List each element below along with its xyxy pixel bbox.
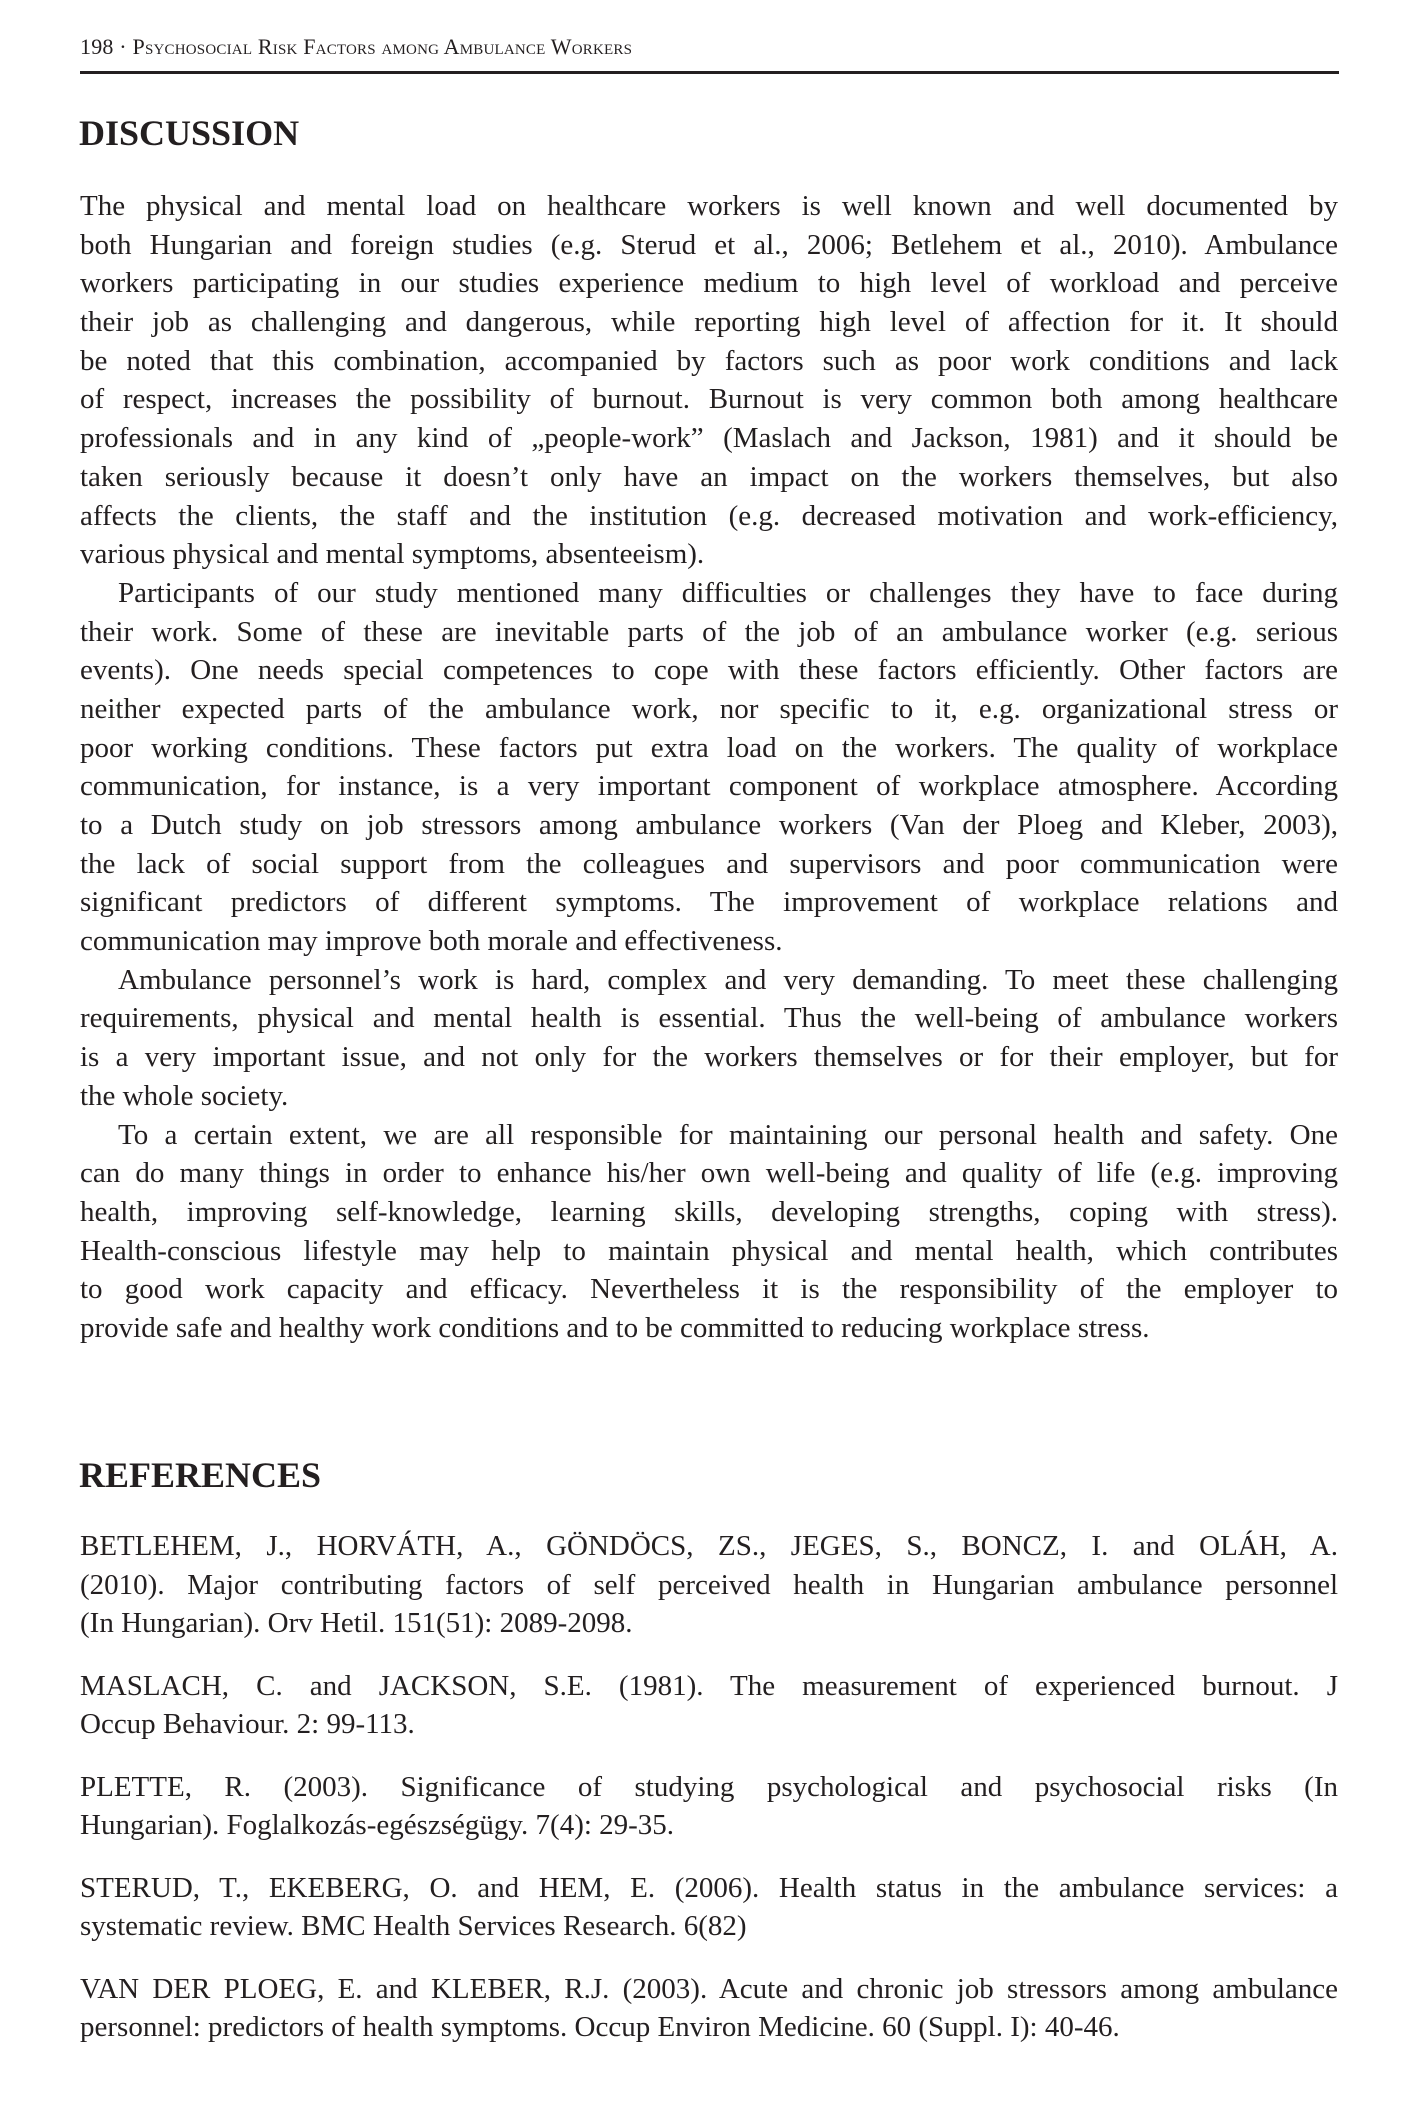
reference-line: personnel: predictors of health symptoms. Occup Environ Medicine. 60 (Suppl. I): 40-46. bbox=[80, 2011, 1120, 2043]
text-line: to a Dutch study on job stressors among ambulance workers (Van der Ploeg and Kleber, 2003), bbox=[80, 809, 1338, 841]
header-rule bbox=[80, 71, 1339, 74]
text-line: the whole society. bbox=[80, 1079, 289, 1112]
text-line: events). One needs special competences to cope with these factors efficiently. Other factors are bbox=[80, 654, 1338, 687]
text-line: their work. Some of these are inevitable parts of the job of an ambulance worker (e.g. serious bbox=[80, 615, 1338, 648]
discussion-heading: DISCUSSION bbox=[79, 113, 300, 153]
text-line: the lack of social support from the colleagues and supervisors and poor communication were bbox=[80, 847, 1338, 880]
text-line: of respect, increases the possibility of burnout. Burnout is very common both among healthcare bbox=[80, 383, 1338, 416]
text-line: requirements, physical and mental health is essential. Thus the well-being of ambulance workers bbox=[80, 1002, 1338, 1035]
reference-line: Occup Behaviour. 2: 99-113. bbox=[80, 1708, 415, 1740]
reference-line: Hungarian). Foglalkozás-egészségügy. 7(4): 29-35. bbox=[80, 1809, 675, 1841]
text-line: is a very important issue, and not only for the workers themselves or for their employer, but for bbox=[80, 1041, 1338, 1074]
discussion-paragraph bbox=[80, 574, 1338, 961]
text-line: poor working conditions. These factors put extra load on the workers. The quality of workplace bbox=[80, 731, 1338, 764]
text-line: provide safe and healthy work conditions and to be committed to reducing workplace stress. bbox=[80, 1311, 1150, 1344]
discussion-paragraph bbox=[80, 187, 1338, 574]
text-line: can do many things in order to enhance his/her own well-being and quality of life (e.g. improving bbox=[80, 1157, 1338, 1190]
text-line: neither expected parts of the ambulance work, nor specific to it, e.g. organizational stress or bbox=[80, 692, 1338, 725]
references-heading: REFERENCES bbox=[79, 1455, 322, 1495]
discussion-paragraph bbox=[80, 961, 1338, 1116]
reference-entry bbox=[80, 1667, 1338, 1744]
reference-line: BETLEHEM, J., HORVÁTH, A., GÖNDÖCS, ZS., JEGES, S., BONCZ, I. and OLÁH, A. bbox=[80, 1530, 1338, 1562]
reference-entry bbox=[80, 1869, 1338, 1946]
text-line: The physical and mental load on healthcare workers is well known and well documented by bbox=[80, 190, 1338, 222]
reference-entry bbox=[80, 1527, 1338, 1643]
reference-line: systematic review. BMC Health Services Research. 6(82) bbox=[80, 1910, 747, 1942]
reference-entry bbox=[80, 1970, 1338, 2047]
text-line: Participants of our study mentioned many difficulties or challenges they have to face during bbox=[118, 576, 1338, 609]
reference-line: (2010). Major contributing factors of self perceived health in Hungarian ambulance personnel bbox=[80, 1568, 1338, 1601]
text-line: taken seriously because it doesn’t only have an impact on the workers themselves, but also bbox=[80, 460, 1338, 493]
text-line: significant predictors of different symptoms. The improvement of workplace relations and bbox=[80, 886, 1338, 919]
reference-line: PLETTE, R. (2003). Significance of studying psychological and psychosocial risks (In bbox=[80, 1770, 1338, 1803]
reference-entry bbox=[80, 1768, 1338, 1845]
discussion-body bbox=[80, 187, 1338, 1348]
text-line: be noted that this combination, accompanied by factors such as poor work conditions and lack bbox=[80, 344, 1338, 377]
text-line: Health-conscious lifestyle may help to maintain physical and mental health, which contributes bbox=[80, 1234, 1338, 1267]
reference-line: VAN DER PLOEG, E. and KLEBER, R.J. (2003). Acute and chronic job stressors among ambulance bbox=[80, 1972, 1338, 2005]
text-line: communication may improve both morale and effectiveness. bbox=[80, 925, 783, 958]
text-line: To a certain extent, we are all responsible for maintaining our personal health and safety. One bbox=[118, 1118, 1338, 1151]
text-line: communication, for instance, is a very important component of workplace atmosphere. According bbox=[80, 770, 1338, 803]
text-line: both Hungarian and foreign studies (e.g. Sterud et al., 2006; Betlehem et al., 2010). Ambulance bbox=[80, 228, 1338, 261]
running-head: 198 · Psychosocial Risk Factors among Ambulance Workers bbox=[80, 34, 633, 59]
text-line: affects the clients, the staff and the institution (e.g. decreased motivation and work-efficiency, bbox=[80, 499, 1338, 532]
text-line: health, improving self-knowledge, learning skills, developing strengths, coping with stress). bbox=[80, 1195, 1338, 1228]
text-line: Ambulance personnel’s work is hard, complex and very demanding. To meet these challenging bbox=[118, 963, 1338, 996]
reference-line: STERUD, T., EKEBERG, O. and HEM, E. (2006). Health status in the ambulance services: a bbox=[80, 1871, 1338, 1904]
discussion-paragraph bbox=[80, 1116, 1338, 1348]
text-line: to good work capacity and efficacy. Nevertheless it is the responsibility of the employer to bbox=[80, 1273, 1338, 1306]
reference-line: MASLACH, C. and JACKSON, S.E. (1981). The measurement of experienced burnout. J bbox=[80, 1669, 1338, 1702]
text-line: professionals and in any kind of „people-work” (Maslach and Jackson, 1981) and it should be bbox=[80, 422, 1338, 455]
text-line: their job as challenging and dangerous, while reporting high level of affection for it. It should bbox=[80, 306, 1338, 339]
references-list bbox=[80, 1527, 1338, 2071]
reference-line: (In Hungarian). Orv Hetil. 151(51): 2089-2098. bbox=[80, 1607, 633, 1639]
text-line: various physical and mental symptoms, absenteeism). bbox=[80, 538, 705, 571]
text-line: workers participating in our studies experience medium to high level of workload and perceive bbox=[80, 267, 1338, 300]
